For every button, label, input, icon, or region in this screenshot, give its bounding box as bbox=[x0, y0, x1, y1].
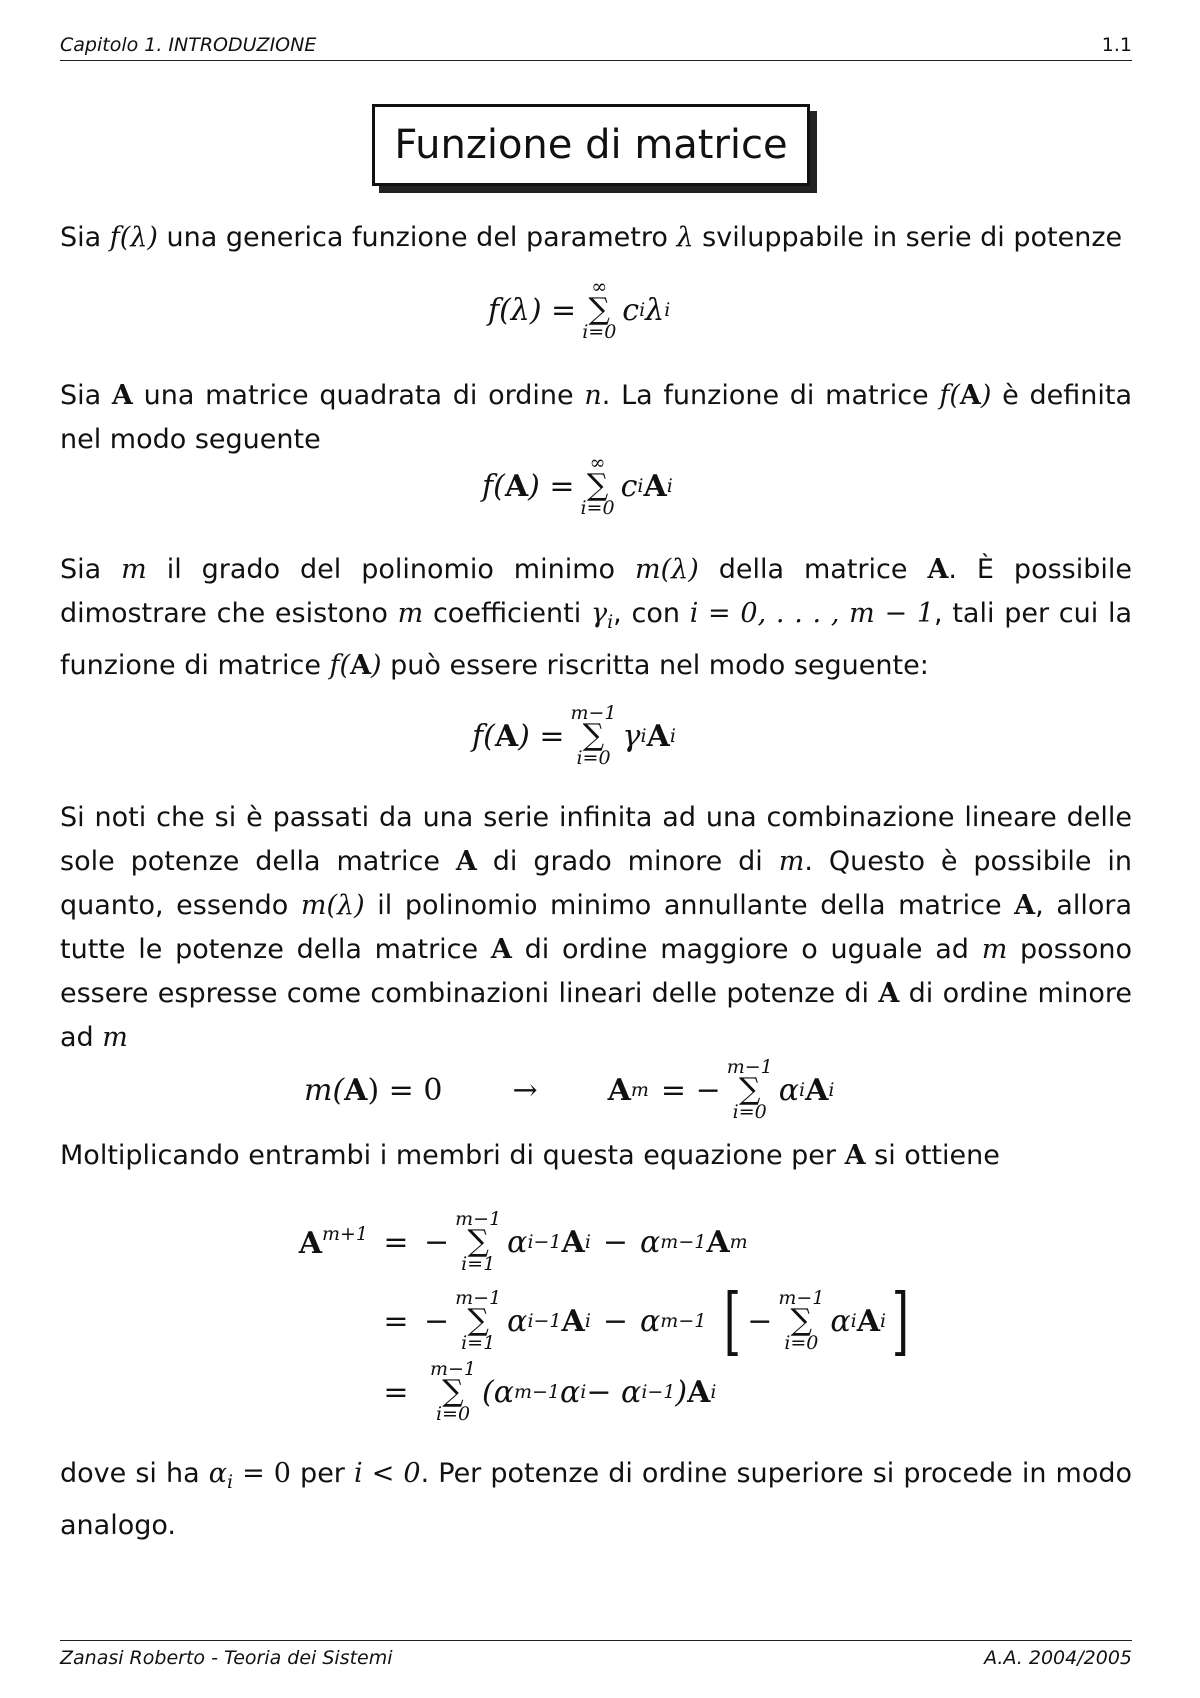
eq-lhs-close: ) = bbox=[528, 468, 575, 504]
sum-upper-limit: m−1 bbox=[430, 1358, 477, 1380]
math-lambda: λ bbox=[676, 222, 694, 253]
matrix-A: A bbox=[856, 1303, 880, 1339]
subscript: i bbox=[637, 475, 644, 497]
text: Sia bbox=[60, 380, 112, 411]
eq-lhs-m: m( bbox=[304, 1072, 345, 1108]
sigma-icon: ∑ bbox=[739, 1072, 761, 1107]
text: può essere riscritta nel modo seguente: bbox=[381, 650, 929, 681]
arrow-right-icon: → bbox=[512, 1072, 538, 1108]
coefficient-alpha: α bbox=[640, 1224, 661, 1260]
math-alpha: α bbox=[208, 1458, 227, 1489]
matrix-A: A bbox=[878, 978, 900, 1009]
matrix-A: A bbox=[1014, 890, 1036, 921]
math-m: m bbox=[397, 598, 424, 629]
superscript: m+1 bbox=[321, 1223, 368, 1245]
superscript: i bbox=[710, 1381, 717, 1403]
text: Sia bbox=[60, 554, 122, 585]
subscript: i bbox=[799, 1079, 806, 1101]
subscript: i bbox=[640, 725, 647, 747]
subscript: i bbox=[639, 299, 646, 321]
sum-lower-limit: i=1 bbox=[461, 1253, 496, 1275]
math-condition: i < 0 bbox=[354, 1458, 421, 1489]
sigma-icon: ∑ bbox=[790, 1303, 813, 1338]
sum-upper-limit: m−1 bbox=[455, 1208, 502, 1230]
minus-alpha: − α bbox=[586, 1374, 642, 1410]
text: sviluppabile in serie di potenze bbox=[693, 222, 1123, 253]
sigma-icon: ∑ bbox=[467, 1224, 489, 1259]
bracket-group bbox=[718, 1278, 915, 1364]
paragraph-minimal-polynomial bbox=[60, 548, 1132, 688]
matrix-A: A bbox=[959, 380, 981, 411]
text: Moltiplicando entrambi i membri di questa equazione per bbox=[60, 1140, 845, 1171]
matrix-A: A bbox=[805, 1072, 829, 1108]
matrix-A: A bbox=[844, 1140, 866, 1171]
sum-lower-limit: i=0 bbox=[580, 497, 615, 519]
coefficient-alpha: α bbox=[507, 1224, 528, 1260]
coefficient-alpha: α bbox=[507, 1303, 528, 1339]
math-m: m bbox=[102, 1022, 128, 1053]
sigma-icon: ∑ bbox=[467, 1303, 489, 1338]
close-paren: ) bbox=[675, 1374, 688, 1410]
sum-lower-limit: i=0 bbox=[576, 747, 611, 769]
matrix-A: A bbox=[494, 718, 519, 754]
equation-minimal-polynomial-zero bbox=[304, 1058, 834, 1122]
open-paren-alpha: (α bbox=[482, 1374, 514, 1410]
text: Sia bbox=[60, 222, 110, 253]
math-m: m bbox=[981, 934, 1008, 965]
math-m-lambda: m(λ) bbox=[635, 554, 699, 585]
base: λ bbox=[645, 292, 665, 328]
math-f: f( bbox=[939, 380, 960, 411]
equation-row-2 bbox=[368, 1278, 915, 1364]
title-frame bbox=[372, 104, 810, 186]
eq-lhs-close: ) = bbox=[518, 718, 565, 754]
subscript: i bbox=[850, 1310, 857, 1332]
page-header bbox=[60, 34, 1132, 61]
text: di grado minore di bbox=[476, 846, 779, 877]
footer-author: Zanasi Roberto - Teoria dei Sistemi bbox=[60, 1647, 393, 1669]
text: il grado del polinomio minimo bbox=[146, 554, 635, 585]
page-number: 1.1 bbox=[1101, 34, 1132, 56]
math-equals-zero: = 0 bbox=[233, 1458, 291, 1489]
coefficient-alpha: α bbox=[560, 1374, 581, 1410]
math-index-range: i = 0, . . . , m − 1 bbox=[689, 598, 935, 629]
equals-sign: = bbox=[383, 1303, 409, 1339]
summation-symbol bbox=[727, 1058, 773, 1122]
summation-symbol bbox=[430, 1360, 476, 1424]
sigma-icon: ∑ bbox=[588, 292, 610, 327]
summation-symbol bbox=[778, 1289, 824, 1353]
matrix-A: A bbox=[455, 846, 477, 877]
math-f: f( bbox=[329, 650, 351, 681]
superscript: i bbox=[828, 1079, 835, 1101]
matrix-A: A bbox=[490, 934, 512, 965]
eq-lhs-f: f( bbox=[482, 468, 505, 504]
text: è definita nel modo seguente bbox=[60, 380, 1132, 455]
sum-upper-limit: m−1 bbox=[570, 702, 617, 724]
math-close: ) bbox=[371, 650, 382, 681]
coefficient-alpha: α bbox=[830, 1303, 851, 1339]
superscript: i bbox=[664, 299, 671, 321]
coefficient: c bbox=[622, 292, 640, 328]
sum-lower-limit: i=0 bbox=[784, 1332, 819, 1354]
sum-lower-limit: i=0 bbox=[582, 321, 617, 343]
coefficient: c bbox=[620, 468, 638, 504]
superscript: m bbox=[630, 1079, 649, 1101]
page-title: Funzione di matrice bbox=[372, 104, 810, 186]
paragraph-conclusion bbox=[60, 1452, 1132, 1548]
right-bracket: ] bbox=[891, 1278, 910, 1364]
sum-upper-limit: m−1 bbox=[455, 1287, 502, 1309]
text: della matrice bbox=[698, 554, 928, 585]
matrix-A: A bbox=[706, 1224, 730, 1260]
sigma-icon: ∑ bbox=[442, 1374, 464, 1409]
text: il polinomio minimo annullante della matrice bbox=[364, 890, 1015, 921]
matrix-A: A bbox=[298, 1226, 322, 1261]
summation-symbol bbox=[580, 454, 614, 518]
math-m: m bbox=[121, 554, 147, 585]
eq-lhs-rest: ) = 0 bbox=[367, 1072, 443, 1108]
subscript: i−1 bbox=[641, 1381, 676, 1403]
matrix-A: A bbox=[504, 468, 529, 504]
sum-upper-limit: ∞ bbox=[591, 276, 608, 298]
math-m-lambda: m(λ) bbox=[300, 890, 365, 921]
text: una generica funzione del parametro bbox=[157, 222, 677, 253]
summation-symbol bbox=[570, 704, 616, 768]
superscript: i bbox=[584, 1310, 591, 1332]
matrix-A: A bbox=[927, 554, 949, 585]
paragraph-explanation bbox=[60, 796, 1132, 1060]
text: , tali per cui la funzione di matrice bbox=[60, 598, 1133, 681]
coefficient-alpha: α bbox=[640, 1303, 661, 1339]
math-f-lambda: f(λ) bbox=[109, 222, 158, 253]
superscript: i bbox=[666, 475, 673, 497]
matrix-A: A bbox=[111, 380, 133, 411]
equation-row-3 bbox=[368, 1360, 716, 1424]
matrix-A: A bbox=[350, 650, 372, 681]
text: . Questo è possibile in quanto, essendo bbox=[60, 846, 1132, 921]
equals-minus: = − bbox=[660, 1072, 721, 1108]
text: possono essere espresse come combinazioni lineari delle potenze di bbox=[60, 934, 1132, 1009]
equation-matrix-series bbox=[482, 454, 673, 518]
sum-upper-limit: ∞ bbox=[589, 452, 606, 474]
text: . È possibile dimostrare che esistono bbox=[60, 554, 1132, 629]
minus-sign: − bbox=[602, 1303, 629, 1339]
sum-lower-limit: i=0 bbox=[732, 1101, 767, 1123]
sigma-icon: ∑ bbox=[582, 718, 605, 753]
matrix-A: A bbox=[561, 1224, 585, 1260]
subscript: m−1 bbox=[514, 1381, 561, 1403]
math-close: ) bbox=[980, 380, 992, 411]
math-gamma: γ bbox=[590, 598, 608, 629]
subscript: m−1 bbox=[660, 1231, 707, 1253]
text: coefficienti bbox=[423, 598, 591, 629]
matrix-A: A bbox=[687, 1374, 711, 1410]
summation-symbol bbox=[455, 1210, 501, 1274]
matrix-A: A bbox=[561, 1303, 585, 1339]
equation-row-1 bbox=[268, 1210, 748, 1274]
chapter-title: Capitolo 1. INTRODUZIONE bbox=[60, 34, 317, 56]
sum-lower-limit: i=1 bbox=[461, 1332, 496, 1354]
minus-sign: − bbox=[424, 1224, 450, 1260]
minus-sign: − bbox=[424, 1303, 450, 1339]
subscript: i−1 bbox=[527, 1310, 562, 1332]
matrix-A: A bbox=[344, 1072, 368, 1108]
text: si ottiene bbox=[865, 1140, 1000, 1171]
text: , con bbox=[613, 598, 690, 629]
equals-sign: = bbox=[383, 1224, 409, 1260]
page-footer bbox=[60, 1640, 1132, 1675]
superscript: i bbox=[669, 725, 676, 747]
text: per bbox=[290, 1458, 354, 1489]
minus-sign: − bbox=[602, 1224, 629, 1260]
subscript: i−1 bbox=[527, 1231, 562, 1253]
subscript: m−1 bbox=[660, 1310, 707, 1332]
subscript: i bbox=[226, 1471, 234, 1493]
sum-upper-limit: m−1 bbox=[726, 1056, 773, 1078]
summation-symbol bbox=[582, 278, 616, 342]
matrix-A: A bbox=[646, 718, 670, 754]
math-n: n bbox=[584, 380, 602, 411]
paragraph-multiply bbox=[60, 1134, 1132, 1178]
matrix-A: A bbox=[607, 1072, 631, 1108]
superscript: m bbox=[729, 1231, 748, 1253]
matrix-A: A bbox=[643, 468, 667, 504]
eq-lhs bbox=[268, 1223, 368, 1261]
minus-sign: − bbox=[747, 1303, 773, 1339]
sum-upper-limit: m−1 bbox=[778, 1287, 825, 1309]
text: Si noti che si è passati da una serie infinita ad una combinazione lineare delle sole potenze della matrice bbox=[60, 802, 1132, 877]
paragraph-intro bbox=[60, 216, 1132, 260]
equation-finite-sum bbox=[472, 704, 676, 768]
coefficient-alpha: α bbox=[778, 1072, 799, 1108]
text: . La funzione di matrice bbox=[601, 380, 940, 411]
text: di ordine maggiore o uguale ad bbox=[511, 934, 982, 965]
text: , allora tutte le potenze della matrice bbox=[60, 890, 1132, 965]
equals-sign: = bbox=[383, 1374, 409, 1410]
superscript: i bbox=[880, 1310, 887, 1332]
math-m: m bbox=[778, 846, 805, 877]
eq-lhs-f: f( bbox=[472, 718, 495, 754]
paragraph-matrix-definition bbox=[60, 374, 1132, 462]
text: una matrice quadrata di ordine bbox=[132, 380, 585, 411]
footer-year: A.A. 2004/2005 bbox=[984, 1647, 1132, 1669]
eq-lhs: f(λ) = bbox=[488, 292, 577, 328]
sigma-icon: ∑ bbox=[586, 468, 609, 503]
left-bracket: [ bbox=[724, 1278, 742, 1364]
sum-lower-limit: i=0 bbox=[435, 1403, 471, 1425]
text: di ordine minore ad bbox=[60, 978, 1133, 1053]
coefficient-gamma: γ bbox=[622, 718, 641, 754]
summation-symbol bbox=[455, 1289, 501, 1353]
equation-power-series bbox=[488, 278, 670, 342]
subscript: i bbox=[580, 1381, 587, 1403]
superscript: i bbox=[584, 1231, 591, 1253]
text: dove si ha bbox=[60, 1458, 209, 1489]
subscript: i bbox=[607, 611, 614, 633]
text: . Per potenze di ordine superiore si procede in modo analogo. bbox=[60, 1458, 1132, 1541]
